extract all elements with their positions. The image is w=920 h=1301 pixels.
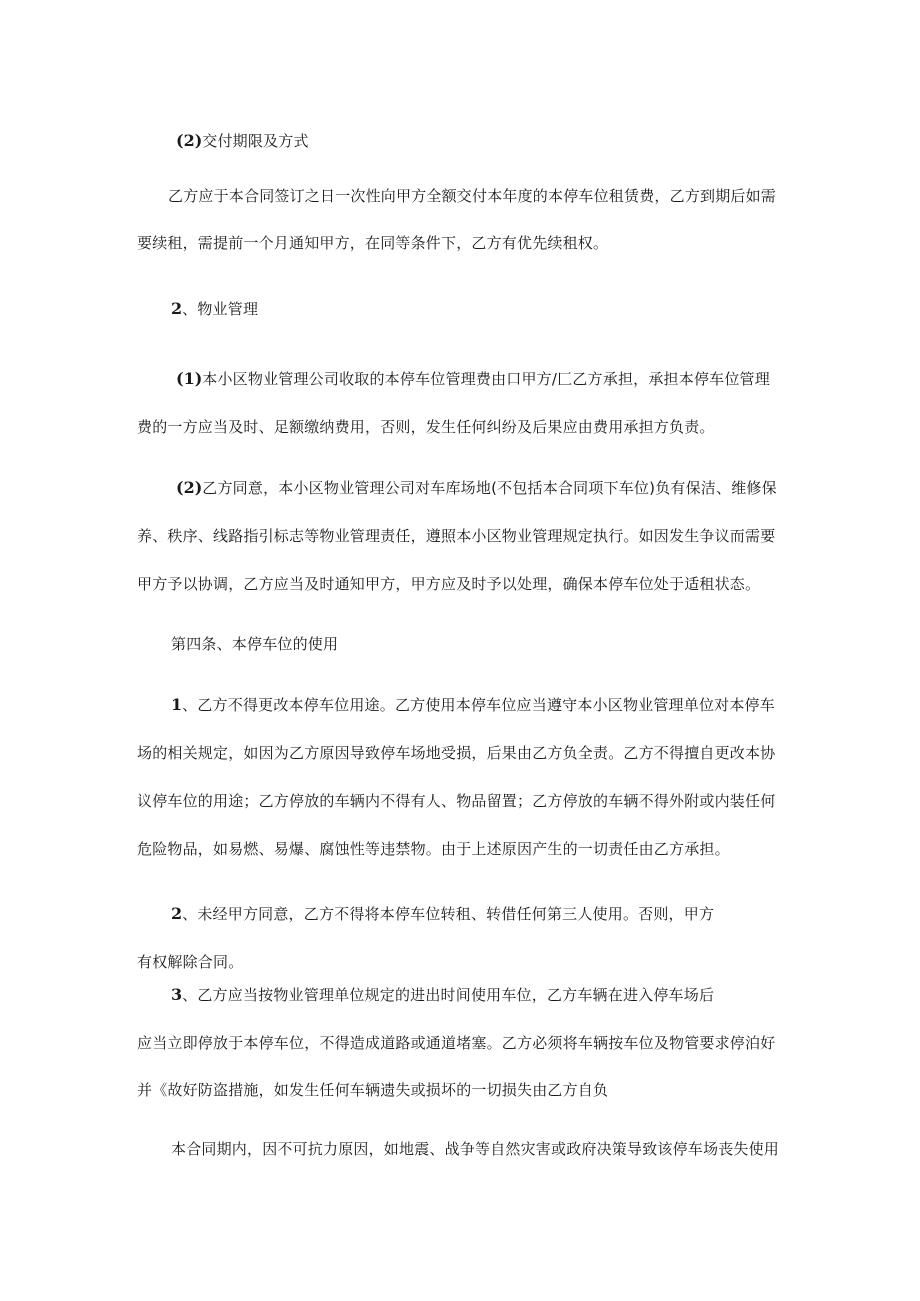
line-text: 并《故好防盗措施，如发生任何车辆遗失或损坏的一切损失由乙方自负 [137, 1081, 609, 1099]
paragraph-heading-delivery [176, 131, 309, 151]
paragraph-line [137, 233, 608, 253]
paragraph-line [171, 904, 714, 924]
line-text: 危险物品，如易燃、易爆、腐蚀性等违禁物。由于上述原因产生的一切责任由乙方承担。 [137, 840, 730, 858]
line-text: 甲方予以协调，乙方应当及时通知甲方，甲方应及时予以处理，确保本停车位处于适租状态。 [137, 575, 761, 593]
paragraph-line [137, 417, 715, 437]
paragraph-line [137, 791, 775, 811]
section-heading-property-management [171, 299, 258, 319]
line-text: 交付期限及方式 [202, 132, 309, 150]
item-number: (2) [176, 478, 203, 497]
line-text: 应当立即停放于本停车位，不得造成道路或通道堵塞。乙方必须将车辆按车位及物管要求停泊好 [137, 1034, 776, 1052]
line-text: 要续租，需提前一个月通知甲方，在同等条件下，乙方有优先续租权。 [137, 234, 609, 252]
line-text: 本小区物业管理公司收取的本停车位管理费由口甲方/匚乙方承担，承担本停车位管理 [202, 370, 770, 388]
paragraph-line [168, 186, 776, 206]
line-text: 乙方应于本合同签订之日一次性向甲方全额交付本年度的本停车位租赁费，乙方到期后如需 [168, 187, 777, 205]
paragraph-line [171, 1139, 779, 1159]
paragraph-line [176, 369, 770, 389]
line-text: 本合同期内，因不可抗力原因，如地震、战争等自然灾害或政府决策导致该停车场丧失使用 [171, 1140, 780, 1158]
item-number: (2) [176, 131, 203, 150]
paragraph-line [176, 478, 777, 498]
paragraph-line [137, 1033, 775, 1053]
item-number: 3 [171, 985, 183, 1004]
line-text: 第四条、本停车位的使用 [171, 635, 339, 653]
line-text: 议停车位的用途；乙方停放的车辆内不得有人、物品留置；乙方停放的车辆不得外附或内装任何 [137, 792, 776, 810]
line-text: 乙方同意，本小区物业管理公司对车库场地(不包括本合同项下车位)负有保洁、维修保 [202, 479, 777, 497]
item-number: 2 [171, 299, 183, 318]
line-text: 有权解除合同。 [137, 953, 244, 971]
paragraph-line [137, 743, 775, 763]
line-text: 、物业管理 [182, 300, 259, 318]
paragraph-line [171, 985, 714, 1005]
article-heading-usage [171, 634, 338, 654]
line-text: 、乙方不得更改本停车位用途。乙方使用本停车位应当遵守本小区物业管理单位对本停车 [182, 696, 775, 714]
line-text: 场的相关规定，如因为乙方原因导致停车场地受损，后果由乙方负全责。乙方不得擅自更改本协 [137, 744, 776, 762]
line-text: 费的一方应当及时、足额缴纳费用，否则，发生任何纠纷及后果应由费用承担方负责。 [137, 418, 715, 436]
paragraph-line [137, 1080, 608, 1100]
item-number: (1) [176, 369, 203, 388]
item-number: 1 [171, 695, 183, 714]
paragraph-line [171, 695, 775, 715]
line-text: 、未经甲方同意，乙方不得将本停车位转租、转借任何第三人使用。否则，甲方 [182, 905, 715, 923]
paragraph-line [137, 839, 730, 859]
line-text: 、乙方应当按物业管理单位规定的进出时间使用车位，乙方车辆在进入停车场后 [182, 986, 715, 1004]
paragraph-line [137, 526, 775, 546]
line-text: 养、秩序、线路指引标志等物业管理责任，遵照本小区物业管理规定执行。如因发生争议而需要 [137, 527, 776, 545]
item-number: 2 [171, 904, 183, 923]
paragraph-line [137, 574, 760, 594]
paragraph-line [137, 952, 243, 972]
